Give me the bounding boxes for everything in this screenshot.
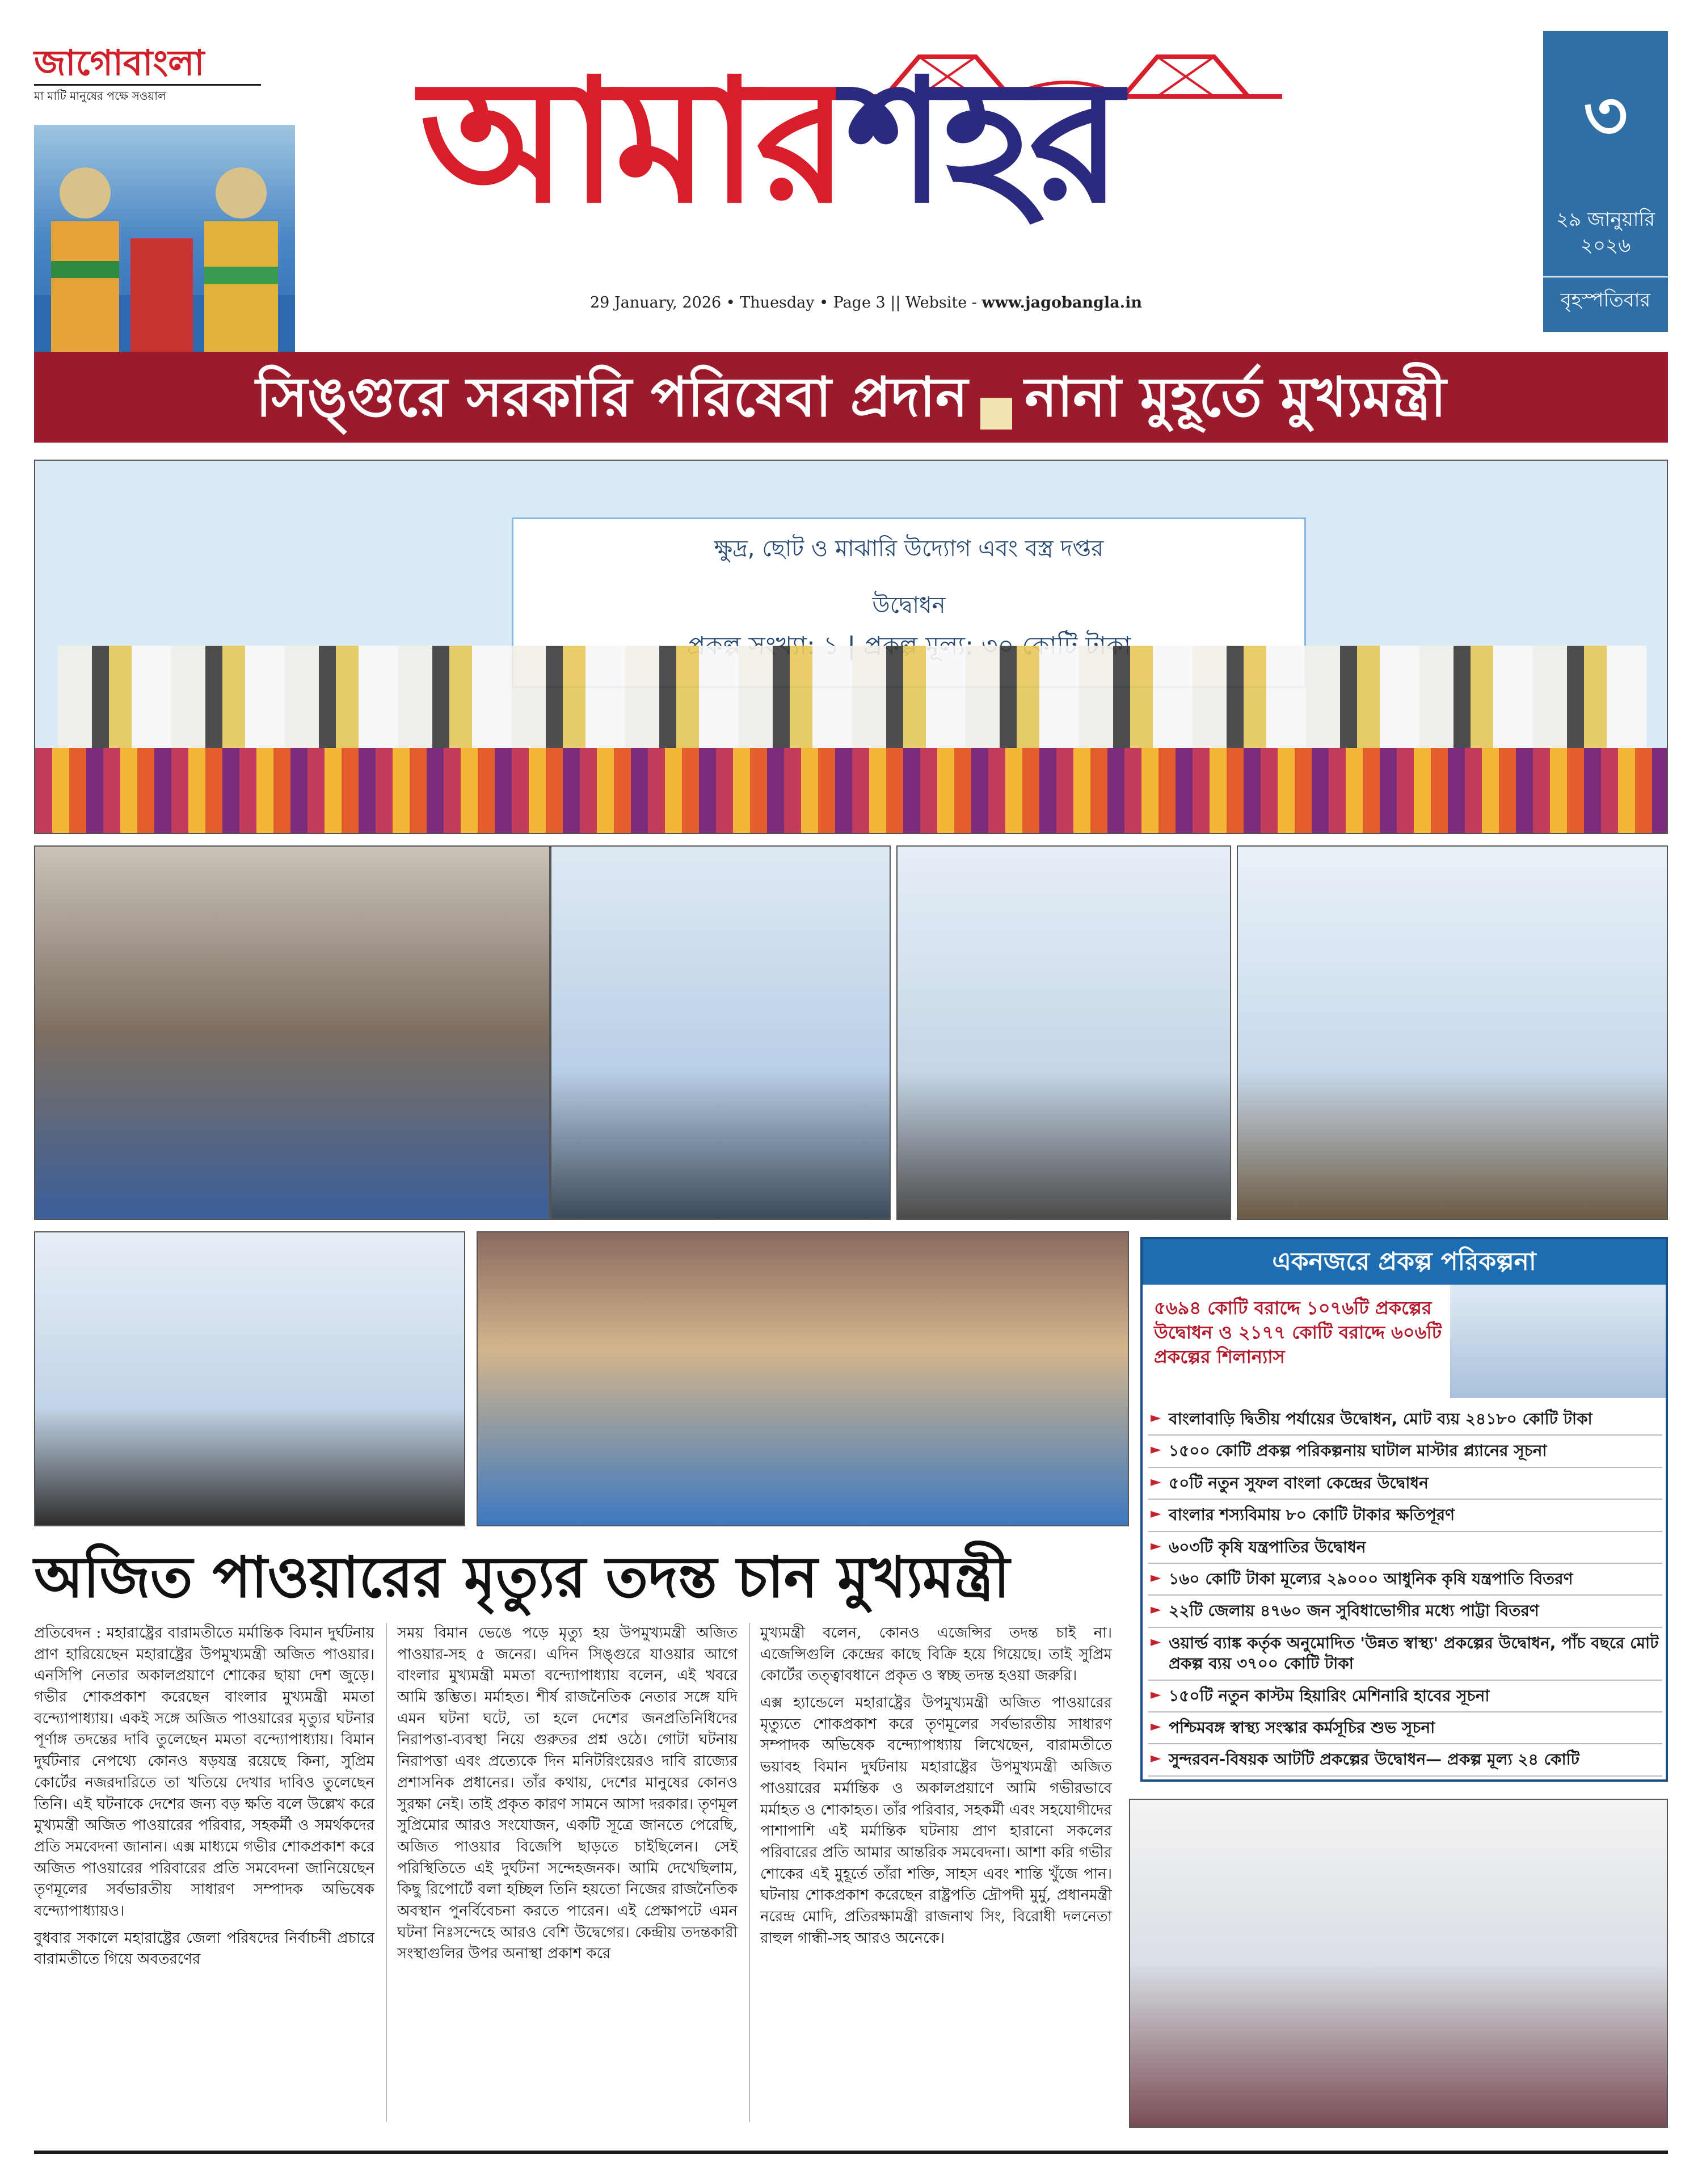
masthead-title-part2: শহর: [845, 43, 1119, 241]
stage-dept: ক্ষুদ্র, ছোট ও মাঝারি উদ্যোগ এবং বস্ত্র দপ্তর: [714, 536, 1104, 562]
scheme-item: ► ৫০টি নতুন সুফল বাংলা কেন্দ্রের উদ্বোধন: [1148, 1468, 1662, 1500]
page-day: বৃহস্পতিবার: [1543, 276, 1668, 318]
brand-name: জাগোবাংলা: [34, 42, 205, 83]
scheme-item: ► বাংলাবাড়ি দ্বিতীয় পর্যায়ের উদ্বোধন, মোট ব্যয় ২৪১৮০ কোটি টাকা: [1148, 1404, 1662, 1436]
scheme-item: ► ৬০৩টি কৃষি যন্ত্রপাতির উদ্বোধন: [1148, 1532, 1662, 1564]
story-column-2: [397, 1623, 738, 1971]
footer-rule: [34, 2151, 1668, 2154]
photo-greeting: [550, 845, 891, 1220]
scheme-item: ► ১৫০টি নতুন কাস্টম হিয়ারিং মেশিনারি হাবের সূচনা: [1148, 1681, 1662, 1712]
stage-people: [58, 646, 1646, 748]
column-divider: [749, 1623, 750, 2122]
page-date-line1: ২৯ জানুয়ারি: [1556, 208, 1655, 231]
story-headline: অজিত পাওয়ারের মৃত্যুর তদন্ত চান মুখ্যমন্ত্রী: [34, 1544, 1010, 1610]
masthead-title: [420, 43, 1305, 295]
headline-left: সিঙ্গুরে সরকারি পরিষেবা প্রদান: [255, 365, 968, 429]
page-date-line2: ২০২৬: [1580, 234, 1631, 257]
page-number: ৩: [1583, 77, 1628, 155]
stage-flowers: [35, 748, 1667, 833]
photo-handover: [896, 845, 1231, 1220]
brand-tagline: মা মাটি মানুষের পক্ষে সওয়াল: [34, 84, 261, 107]
scheme-title: একনজরে প্রকল্প পরিকল্পনা: [1143, 1239, 1666, 1285]
story-paragraph: প্রতিবেদন : মহারাষ্ট্রের বারামতীতে মর্মান্তিক বিমান দুর্ঘটনায় প্রাণ হারিয়েছেন মহারাষ্ট্রের উপমুখ্যমন্ত্রী অজিত পাওয়ার। এনসিপি নেতার অকালপ্রয়াণে শোকের ছায়া দেশ জুড়ে। গভীর শোকপ্রকাশ করেছেন বাংলার মুখ্যমন্ত্রী মমতা বন্দ্যোপাধ্যায়। একই সঙ্গে অজিত পাওয়ারের মৃত্যুর ঘটনার পূর্ণাঙ্গ তদন্তের দাবি তুলেছেন মমতা বন্দ্যোপাধ্যায়। বিমান দুর্ঘটনার নেপথ্যে কোনও ষড়যন্ত্র রয়েছে কিনা, সুপ্রিম কোর্টের নজরদারিতে তা খতিয়ে দেখার দাবিও তুলেছেন তিনি। এই ঘটনাকে দেশের জন্য বড় ক্ষতি বলে উল্লেখ করে মুখ্যমন্ত্রী অজিত পাওয়ারের পরিবার, সহকর্মী ও সমর্থকদের প্রতি সমবেদনা জানান। এক্স মাধ্যমে গভীর শোকপ্রকাশ করে অজিত পাওয়ারের পরিবারের প্রতি সমবেদনা জানিয়েছেন তৃণমূলের সর্বভারতীয় সাধারণ সম্পাদক অভিষেক বন্দ্যোপাধ্যায়ও।: [34, 1625, 374, 1920]
scheme-item: ► ওয়ার্ল্ড ব্যাঙ্ক কর্তৃক অনুমোদিত 'উন্নত স্বাস্থ্য' প্রকল্পের উদ্বোধন, পাঁচ বছরে মোট প্রকল্প ব্যয় ৩৭০০ কোটি টাকা: [1148, 1628, 1662, 1681]
dateline: [590, 294, 1142, 312]
photo-distribution: [1129, 1799, 1668, 2128]
headline-bar: [34, 352, 1668, 443]
headline-right: নানা মুহূর্তে মুখ্যমন্ত্রী: [1024, 365, 1447, 429]
scheme-box: [1140, 1237, 1668, 1782]
scheme-item: ► ১৬০ কোটি টাকা মূল্যের ২৯০০০ আধুনিক কৃষি যন্ত্রপাতি বিতরণ: [1148, 1564, 1662, 1596]
separator-square-icon: [980, 398, 1012, 430]
stage-event: উদ্বোধন: [872, 592, 946, 618]
page-date: [1543, 207, 1668, 259]
photo-basket-gift: [1237, 845, 1668, 1220]
brand-logo: [34, 42, 306, 103]
website-link[interactable]: www.jagobangla.in: [981, 294, 1142, 312]
dateline-text: 29 January, 2026 • Thuesday • Page 3 || Website -: [590, 294, 982, 312]
story-column-1: [34, 1623, 374, 1976]
scheme-intro: ৫৬৯৪ কোটি বরাদ্দে ১০৭৬টি প্রকল্পের উদ্বোধন ও ২১৭৭ কোটি বরাদ্দে ৬০৬টি প্রকল্পের শিলান্যাস: [1154, 1297, 1442, 1368]
story-paragraph: এক্স হ্যান্ডেলে মহারাষ্ট্রের উপমুখ্যমন্ত্রী অজিত পাওয়ারের মৃত্যুতে শোকপ্রকাশ করে তৃণমূলের সর্বভারতীয় সাধারণ সম্পাদক অভিষেক বন্দ্যোপাধ্যায় লিখেছেন, বারামতীতে ভয়াবহ বিমান দুর্ঘটনায় মহারাষ্ট্রের উপমুখ্যমন্ত্রী অজিত পাওয়ারের মর্মান্তিক ও অকালপ্রয়াণে আমি গভীরভাবে মর্মাহত ও শোকাহত। তাঁর পরিবার, সহকর্মী এবং সহযোগীদের পাশাপাশি এই মর্মান্তিক ঘটনায় প্রাণ হারানো সকলের পরিবারের প্রতি আমার আন্তরিক সমবেদনা। আশা করি গভীর শোকের এই মুহূর্তে তাঁরা শক্তি, সাহস এবং শান্তি খুঁজে পান। ঘটনায় শোকপ্রকাশ করেছেন রাষ্ট্রপতি দ্রৌপদী মুর্মু, প্রধানমন্ত্রী নরেন্দ্র মোদি, প্রতিরক্ষামন্ত্রী রাজনাথ সিং, বিরোধী দলনেতা রাহুল গান্ধী-সহ আরও অনেকে।: [760, 1694, 1112, 1947]
photo-cultural-dance: [477, 1231, 1129, 1526]
corner-photo-dancers: [34, 125, 295, 380]
photo-stall-visit: [34, 845, 550, 1220]
story-paragraph: মুখ্যমন্ত্রী বলেন, কোনও এজেন্সির তদন্ত চাই না। এজেন্সিগুলি কেন্দ্রের কাছে বিক্রি হয়ে গিয়েছে। তাই সুপ্রিম কোর্টের তত্ত্বাবধানে প্রকৃত ও স্বচ্ছ তদন্ত হওয়া জরুরি।: [760, 1625, 1112, 1685]
column-divider: [386, 1623, 387, 2122]
scheme-item: ► পশ্চিমবঙ্গ স্বাস্থ্য সংস্কার কর্মসূচির শুভ সূচনা: [1148, 1712, 1662, 1744]
scheme-list: [1148, 1404, 1662, 1777]
photo-beneficiary: [34, 1231, 465, 1526]
scheme-item: ► ২২টি জেলায় ৪৭৬০ জন সুবিধাভোগীর মধ্যে পাট্টা বিতরণ: [1148, 1596, 1662, 1627]
dancers-illustration: [34, 125, 295, 380]
scheme-item: ► ১৫০০ কোটি প্রকল্প পরিকল্পনায় ঘাটাল মাস্টার প্ল্যানের সূচনা: [1148, 1436, 1662, 1467]
story-paragraph: সময় বিমান ভেঙে পড়ে মৃত্যু হয় উপমুখ্যমন্ত্রী অজিত পাওয়ার-সহ ৫ জনের। এদিন সিঙ্গুরে যাওয়ার আগে বাংলার মুখ্যমন্ত্রী মমতা বন্দ্যোপাধ্যায় বলেন, এই খবরে আমি স্তম্ভিত। মর্মাহত। শীর্ষ রাজনৈতিক নেতার সঙ্গে যদি এমন ঘটনা ঘটে, তা হলে দেশের জনপ্রতিনিধিদের নিরাপত্তা-ব্যবস্থা নিয়ে গুরুতর প্রশ্ন ওঠে। গোটা ঘটনায় নিরাপত্তা এবং প্রত্যেকে দিন মনিটরিংয়েরও দাবি রাজ্যের প্রশাসনিক প্রধানের। তাঁর কথায়, দেশের মানুষের কোনও সুরক্ষা নেই। তাই প্রকৃত কারণ সামনে আসা দরকার। তৃণমূল সুপ্রিমোর আরও সংযোজন, একটি সূত্রে জানতে পেরেছি, অজিত পাওয়ার বিজেপি ছাড়তে চাইছিলেন। সেই পরিস্থিতিতে এই দুর্ঘটনা সন্দেহজনক। আমি দেখেছিলাম, কিছু রিপোর্টে বলা হচ্ছিল তিনি হয়তো নিজের রাজনৈতিক অবস্থান পুনর্বিবেচনা করতে পারেন। এই প্রেক্ষাপটে এমন ঘটনা নিঃসন্দেহে আরও বেশি উদ্বেগের। কেন্দ্রীয় তদন্তকারী সংস্থাগুলির উপর অনাস্থা প্রকাশ করে: [397, 1625, 738, 1963]
scheme-photo: [1450, 1285, 1666, 1398]
scheme-item: ► বাংলার শস্যবিমায় ৮০ কোটি টাকার ক্ষতিপূরণ: [1148, 1500, 1662, 1531]
page-info-box: [1543, 31, 1668, 332]
story-column-3: [760, 1623, 1112, 1955]
scheme-item: ► সুন্দরবন-বিষয়ক আটটি প্রকল্পের উদ্বোধন— প্রকল্প মূল্য ২৪ কোটি: [1148, 1744, 1662, 1776]
masthead-title-part1: আমার: [420, 43, 846, 241]
story-paragraph: বুধবার সকালে মহারাষ্ট্রের জেলা পরিষদের নির্বাচনী প্রচারে বারামতীতে গিয়ে অবতরণের: [34, 1929, 374, 1968]
stage-photo: [34, 460, 1668, 834]
